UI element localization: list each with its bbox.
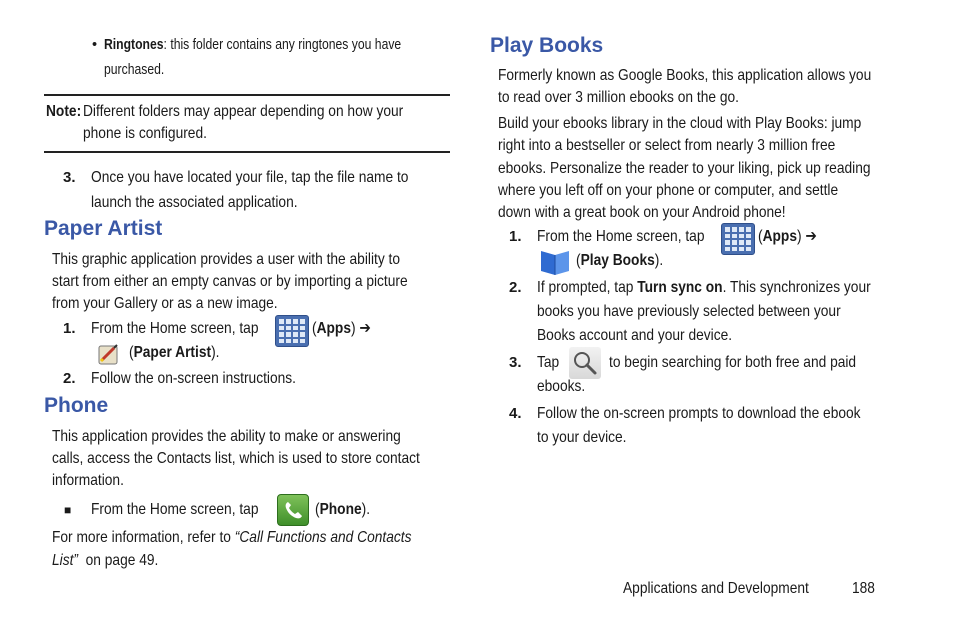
play-books-label: Play Books <box>580 252 655 269</box>
play-books-app-ref <box>576 250 663 272</box>
phone-more-line2 <box>52 550 158 572</box>
play-books-p2-line2: right into a bestseller or select from nearly 3 million free <box>498 137 836 154</box>
play-books-step4-line1: Follow the on-screen prompts to download the ebook <box>537 405 861 422</box>
paper-artist-step2-text: Follow the on-screen instructions. <box>91 370 296 387</box>
paren-open: ( <box>576 252 581 269</box>
paren-open: ( <box>129 344 134 361</box>
play-books-step2-number: 2. <box>509 279 522 296</box>
paper-artist-para-line2: start from either an empty canvas or by importing a picture <box>52 273 408 290</box>
paper-artist-icon <box>94 340 122 368</box>
footer-section-title: Applications and Development <box>623 580 809 597</box>
paper-artist-label: Paper Artist <box>133 344 212 361</box>
phone-more-line1 <box>52 527 411 549</box>
note-line1: Different folders may appear depending on how your <box>83 103 404 120</box>
ringtones-label: Ringtones <box>104 37 164 53</box>
note-label: Note: <box>46 103 82 120</box>
step2-pre: If prompted, tap <box>537 279 634 296</box>
phone-bullet: ■ <box>64 503 72 517</box>
paren-close: ). <box>654 252 664 269</box>
paper-artist-step1-text: From the Home screen, tap <box>91 320 259 337</box>
ringtones-line1 <box>104 33 401 57</box>
ringtones-line2: purchased. <box>104 62 165 78</box>
play-books-step4-line2: to your device. <box>537 429 627 446</box>
phone-para-line2: calls, access the Contacts list, which is used to store contact <box>52 450 420 467</box>
turn-sync-on-label: Turn sync on <box>637 279 723 296</box>
play-books-step3-line2: ebooks. <box>537 378 586 395</box>
search-icon <box>569 347 601 379</box>
paper-artist-step1-number: 1. <box>63 320 76 337</box>
step2-post: . This synchronizes your <box>722 279 871 296</box>
play-books-icon <box>539 247 571 277</box>
apps-grid-icon <box>721 223 755 255</box>
paper-artist-apps-ref <box>312 318 371 340</box>
paren-open: ( <box>758 228 763 245</box>
ringtones-text: : this folder contains any ringtones you have <box>163 37 402 53</box>
note-bottom-rule <box>44 151 450 153</box>
paper-artist-para-line1: This graphic application provides a user with the ability to <box>52 251 401 268</box>
paper-artist-para-line3: from your Gallery or as a new image. <box>52 295 278 312</box>
play-books-p2-line1: Build your ebooks library in the cloud with Play Books: jump <box>498 115 862 132</box>
paper-artist-step2-number: 2. <box>63 370 76 387</box>
note-line2: phone is configured. <box>83 125 207 142</box>
phone-label: Phone <box>319 501 362 518</box>
play-books-heading: Play Books <box>490 34 604 57</box>
phone-step-text: From the Home screen, tap <box>91 501 259 518</box>
apps-label: Apps <box>762 228 797 245</box>
play-books-step4-number: 4. <box>509 405 522 422</box>
phone-app-ref <box>315 499 370 521</box>
bullet-dot: • <box>92 37 98 53</box>
play-books-step3-post: to begin searching for both free and paid <box>609 354 857 371</box>
paren-open: ( <box>312 320 317 337</box>
play-books-step1-number: 1. <box>509 228 522 245</box>
phone-para-line3: information. <box>52 472 124 489</box>
play-books-p1-line2: to read over 3 million ebooks on the go. <box>498 89 739 106</box>
paren-close-arrow: ) ➔ <box>796 228 817 245</box>
more-info-text: For more information, refer to <box>52 529 231 546</box>
play-books-step2-line2: books you have previously selected between your <box>537 303 841 320</box>
play-books-p2-line3: ebooks. Personalize the reader to your liking, pick up reading <box>498 160 871 177</box>
phone-heading: Phone <box>44 394 109 417</box>
play-books-apps-ref <box>758 226 817 248</box>
paren-open: ( <box>315 501 320 518</box>
ringtones-bullet <box>92 33 97 57</box>
step3-line2: launch the associated application. <box>91 194 298 211</box>
apps-grid-icon <box>275 315 309 347</box>
step3-line1: Once you have located your file, tap the file name to <box>91 169 409 186</box>
footer-page-number: 188 <box>852 580 875 597</box>
paper-artist-app-ref <box>129 342 219 364</box>
paren-close: ). <box>211 344 220 361</box>
step3-number: 3. <box>63 169 76 186</box>
note-top-rule <box>44 94 450 96</box>
play-books-p2-line5: down with a great book on your Android phone! <box>498 204 786 221</box>
call-functions-ref-link[interactable]: “Call Functions and Contacts <box>234 529 412 546</box>
play-books-p1-line1: Formerly known as Google Books, this application allows you <box>498 67 872 84</box>
page-ref: on page 49. <box>85 552 159 569</box>
play-books-step3-pre: Tap <box>537 354 560 371</box>
play-books-step2-line1 <box>537 277 871 299</box>
phone-handset-icon <box>277 494 309 526</box>
paren-close-arrow: ) ➔ <box>350 320 371 337</box>
paper-artist-heading: Paper Artist <box>44 217 163 240</box>
play-books-step2-line3: Books account and your device. <box>537 327 733 344</box>
apps-label: Apps <box>316 320 351 337</box>
play-books-step1-text: From the Home screen, tap <box>537 228 705 245</box>
paren-close: ). <box>361 501 371 518</box>
play-books-step3-number: 3. <box>509 354 522 371</box>
call-functions-ref-link-cont[interactable]: List” <box>52 552 79 569</box>
phone-para-line1: This application provides the ability to make or answering <box>52 428 401 445</box>
play-books-p2-line4: where you left off on your phone or computer, and settle <box>498 182 839 199</box>
